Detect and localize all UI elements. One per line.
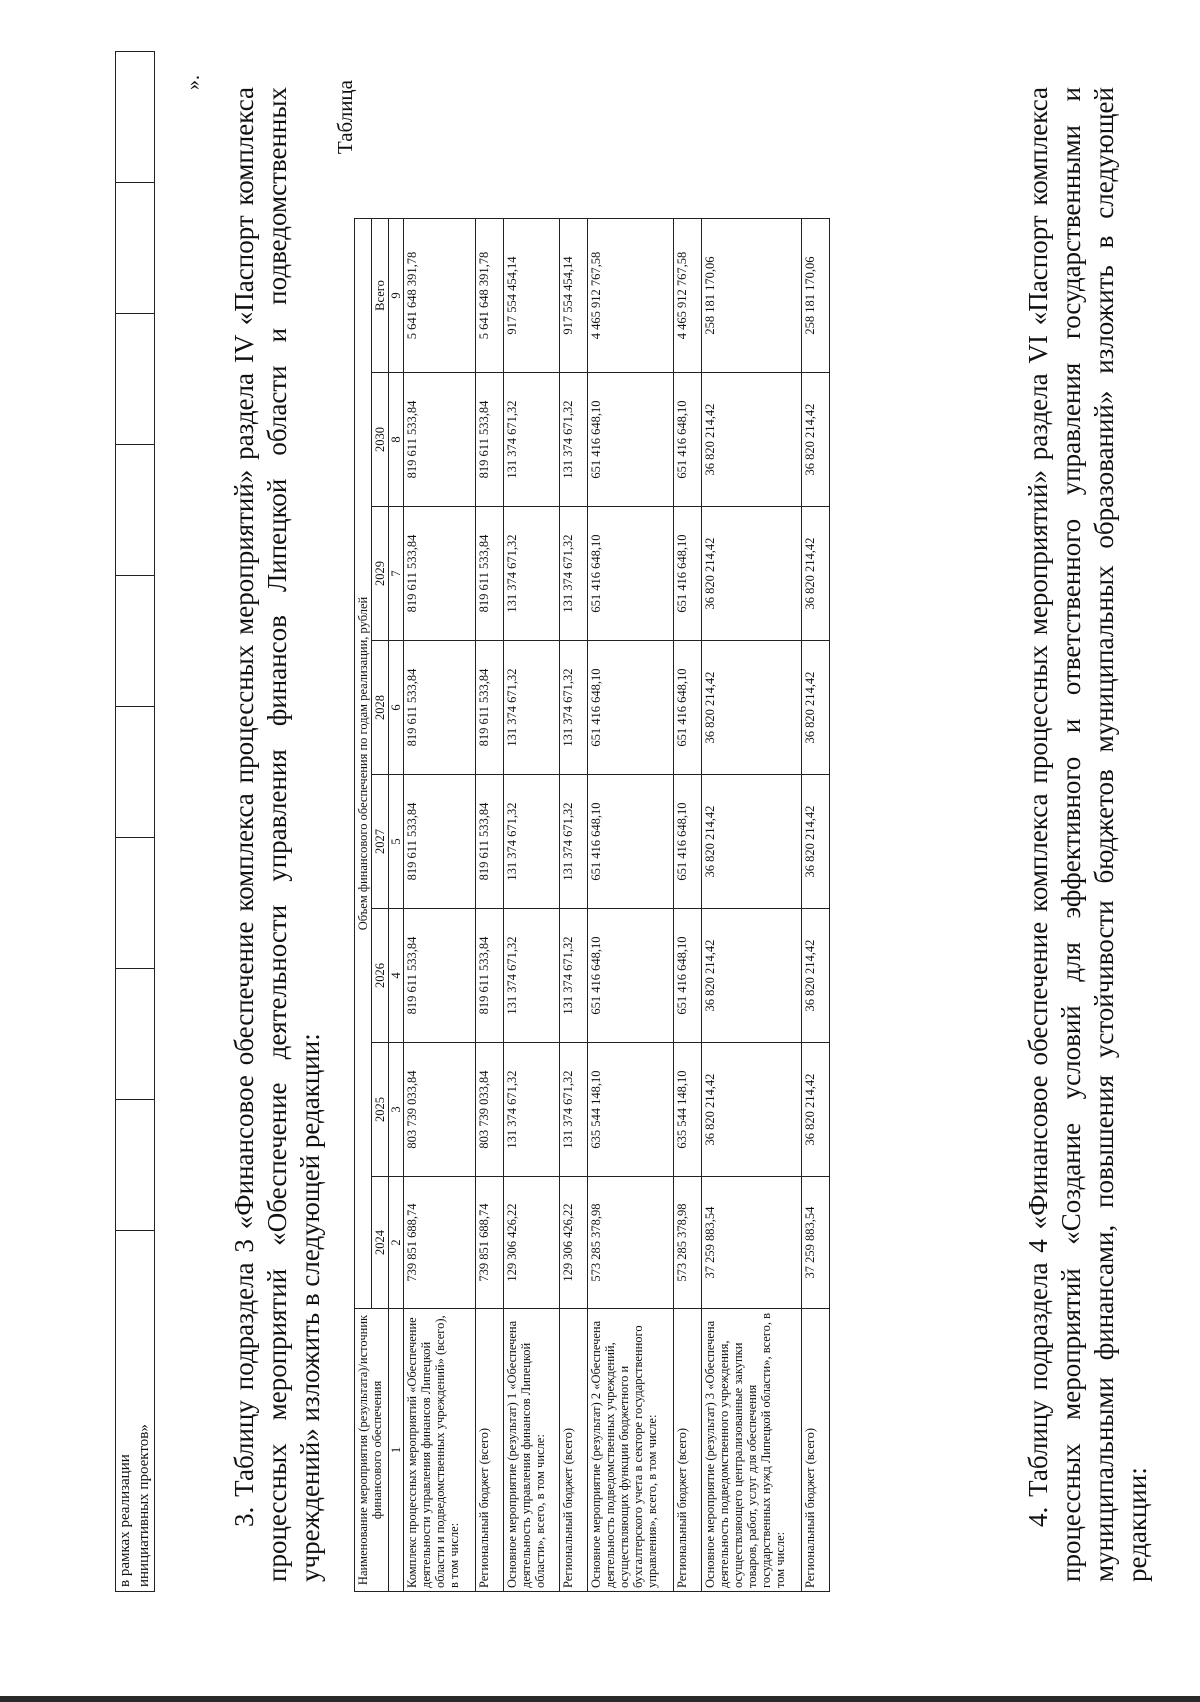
value-cell: 651 416 648,10 xyxy=(674,775,702,909)
row-name-cell: Основное мероприятие (результат) 1 «Обеспечена деятельность управления финансов Липецкой области», всего, в том числе: xyxy=(504,1309,560,1592)
index-cell: 4 xyxy=(389,909,404,1043)
value-cell: 651 416 648,10 xyxy=(674,909,702,1043)
table-row xyxy=(404,219,476,1592)
value-cell: 651 416 648,10 xyxy=(588,373,674,507)
value-cell: 37 259 883,54 xyxy=(702,1177,802,1309)
value-cell: 131 374 671,32 xyxy=(560,373,588,507)
value-cell: 917 554 454,14 xyxy=(504,219,560,373)
value-cell: 819 611 533,84 xyxy=(476,775,504,909)
previous-table-cell xyxy=(116,707,155,838)
value-cell: 4 465 912 767,58 xyxy=(588,219,674,373)
value-cell: 36 820 214,42 xyxy=(802,909,830,1043)
value-cell: 129 306 426,22 xyxy=(560,1177,588,1309)
value-cell: 131 374 671,32 xyxy=(560,641,588,775)
value-cell: 803 739 033,84 xyxy=(476,1043,504,1177)
value-cell: 36 820 214,42 xyxy=(702,1043,802,1177)
header-total: Всего xyxy=(372,219,389,373)
value-cell: 635 544 148,10 xyxy=(588,1043,674,1177)
previous-table-row xyxy=(116,52,155,1592)
value-cell: 803 739 033,84 xyxy=(404,1043,476,1177)
value-cell: 131 374 671,32 xyxy=(560,909,588,1043)
table-row xyxy=(476,219,504,1592)
header-year: 2027 xyxy=(372,775,389,909)
row-name-cell: Региональный бюджет (всего) xyxy=(674,1309,702,1592)
index-cell: 9 xyxy=(389,219,404,373)
value-cell: 131 374 671,32 xyxy=(504,1043,560,1177)
index-cell: 3 xyxy=(389,1043,404,1177)
previous-table-cell xyxy=(116,183,155,314)
value-cell: 573 285 378,98 xyxy=(588,1177,674,1309)
table-row xyxy=(702,219,802,1592)
value-cell: 635 544 148,10 xyxy=(674,1043,702,1177)
value-cell: 258 181 170,06 xyxy=(802,219,830,373)
header-year: 2029 xyxy=(372,507,389,641)
value-cell: 819 611 533,84 xyxy=(476,507,504,641)
value-cell: 819 611 533,84 xyxy=(476,641,504,775)
index-cell: 8 xyxy=(389,373,404,507)
value-cell: 819 611 533,84 xyxy=(404,373,476,507)
row-name-cell: Региональный бюджет (всего) xyxy=(560,1309,588,1592)
value-cell: 819 611 533,84 xyxy=(476,909,504,1043)
closing-quote: ». xyxy=(182,75,204,90)
row-name-cell: Основное мероприятие (результат) 3 «Обеспечена деятельность подведомственного учреждения, осуществляющего централизованные закупки товаров, работ, услуг для обеспечения государственных нужд Липецкой области», всего, в том числе: xyxy=(702,1309,802,1592)
header-year: 2026 xyxy=(372,909,389,1043)
header-year: 2030 xyxy=(372,373,389,507)
section-3-paragraph: 3. Таблицу подраздела 3 «Финансовое обеспечение комплекса процессных мероприятий» раздела IV «Паспорт комплекса процессных мероприятий «Обеспечение деятельности управления финансов Липецкой области и подведомственных учреждений» изложить в следующей редакции: xyxy=(229,87,325,1582)
value-cell: 5 641 648 391,78 xyxy=(476,219,504,373)
previous-table-fragment xyxy=(115,51,155,1592)
value-cell: 573 285 378,98 xyxy=(674,1177,702,1309)
value-cell: 36 820 214,42 xyxy=(802,1043,830,1177)
value-cell: 131 374 671,32 xyxy=(504,909,560,1043)
value-cell: 917 554 454,14 xyxy=(560,219,588,373)
value-cell: 739 851 688,74 xyxy=(476,1177,504,1309)
previous-table-cell xyxy=(116,576,155,707)
header-name-cell: Наименование мероприятия (результата)/источник финансового обеспечения xyxy=(355,1309,389,1592)
value-cell: 36 820 214,42 xyxy=(802,775,830,909)
table-row xyxy=(802,219,830,1592)
index-cell: 6 xyxy=(389,641,404,775)
value-cell: 651 416 648,10 xyxy=(674,641,702,775)
table-row xyxy=(504,219,560,1592)
scan-edge xyxy=(0,1696,1200,1702)
previous-table-cell xyxy=(116,969,155,1100)
value-cell: 37 259 883,54 xyxy=(802,1177,830,1309)
table-caption: Таблица xyxy=(333,80,357,155)
previous-table-label-line1: в рамках реализации xyxy=(117,1454,133,1587)
value-cell: 36 820 214,42 xyxy=(702,373,802,507)
value-cell: 131 374 671,32 xyxy=(560,775,588,909)
value-cell: 651 416 648,10 xyxy=(674,507,702,641)
financial-table xyxy=(354,218,830,1592)
table-header-row xyxy=(355,219,372,1592)
value-cell: 819 611 533,84 xyxy=(404,909,476,1043)
section-4-paragraph: 4. Таблицу подраздела 4 «Финансовое обеспечение комплекса процессных мероприятий» раздела VI «Паспорт комплекса процессных мероприятий «Создание условий для эффективного и ответственного управления государственными и муниципальными финансами, повышения устойчивости бюджетов муниципальных образований» изложить в следующей редакции: xyxy=(1023,87,1152,1582)
value-cell: 36 820 214,42 xyxy=(702,507,802,641)
value-cell: 36 820 214,42 xyxy=(802,507,830,641)
value-cell: 819 611 533,84 xyxy=(404,775,476,909)
value-cell: 819 611 533,84 xyxy=(404,641,476,775)
value-cell: 5 641 648 391,78 xyxy=(404,219,476,373)
value-cell: 36 820 214,42 xyxy=(702,909,802,1043)
value-cell: 651 416 648,10 xyxy=(588,507,674,641)
previous-table-cell xyxy=(116,838,155,969)
previous-table-cell xyxy=(116,314,155,445)
table-row xyxy=(560,219,588,1592)
row-name-cell: Региональный бюджет (всего) xyxy=(802,1309,830,1592)
table-index-row xyxy=(389,219,404,1592)
value-cell: 258 181 170,06 xyxy=(702,219,802,373)
value-cell: 131 374 671,32 xyxy=(504,507,560,641)
value-cell: 129 306 426,22 xyxy=(504,1177,560,1309)
table-row xyxy=(588,219,674,1592)
value-cell: 131 374 671,32 xyxy=(504,373,560,507)
value-cell: 651 416 648,10 xyxy=(588,775,674,909)
row-name-cell: Региональный бюджет (всего) xyxy=(476,1309,504,1592)
value-cell: 131 374 671,32 xyxy=(560,507,588,641)
header-year: 2024 xyxy=(372,1177,389,1309)
value-cell: 651 416 648,10 xyxy=(588,909,674,1043)
index-cell: 2 xyxy=(389,1177,404,1309)
value-cell: 36 820 214,42 xyxy=(802,373,830,507)
value-cell: 131 374 671,32 xyxy=(504,641,560,775)
value-cell: 131 374 671,32 xyxy=(504,775,560,909)
header-year: 2028 xyxy=(372,641,389,775)
previous-table-label-line2: инициативных проектов» xyxy=(136,1424,152,1587)
value-cell: 651 416 648,10 xyxy=(674,373,702,507)
previous-table-cell xyxy=(116,52,155,183)
value-cell: 739 851 688,74 xyxy=(404,1177,476,1309)
value-cell: 36 820 214,42 xyxy=(702,641,802,775)
value-cell: 4 465 912 767,58 xyxy=(674,219,702,373)
header-year: 2025 xyxy=(372,1043,389,1177)
index-cell: 7 xyxy=(389,507,404,641)
row-name-cell: Основное мероприятие (результат) 2 «Обеспечена деятельность подведомственных учреждений, осуществляющих функции бюджетного и бухгалтерского учета в секторе государственного управления», всего, в том числе: xyxy=(588,1309,674,1592)
value-cell: 36 820 214,42 xyxy=(702,775,802,909)
value-cell: 819 611 533,84 xyxy=(404,507,476,641)
table-row xyxy=(674,219,702,1592)
value-cell: 819 611 533,84 xyxy=(476,373,504,507)
row-name-cell: Комплекс процессных мероприятий «Обеспечение деятельности управления финансов Липецкой области и подведомственных учреждений» (всего), в том числе: xyxy=(404,1309,476,1592)
index-cell: 1 xyxy=(389,1309,404,1592)
previous-table-cell xyxy=(116,445,155,576)
header-volume-cell: Объем финансового обеспечения по годам реализации, рублей xyxy=(355,219,372,1309)
value-cell: 131 374 671,32 xyxy=(560,1043,588,1177)
previous-table-label-cell xyxy=(116,1231,155,1592)
value-cell: 651 416 648,10 xyxy=(588,641,674,775)
value-cell: 36 820 214,42 xyxy=(802,641,830,775)
previous-table-cell xyxy=(116,1100,155,1231)
index-cell: 5 xyxy=(389,775,404,909)
